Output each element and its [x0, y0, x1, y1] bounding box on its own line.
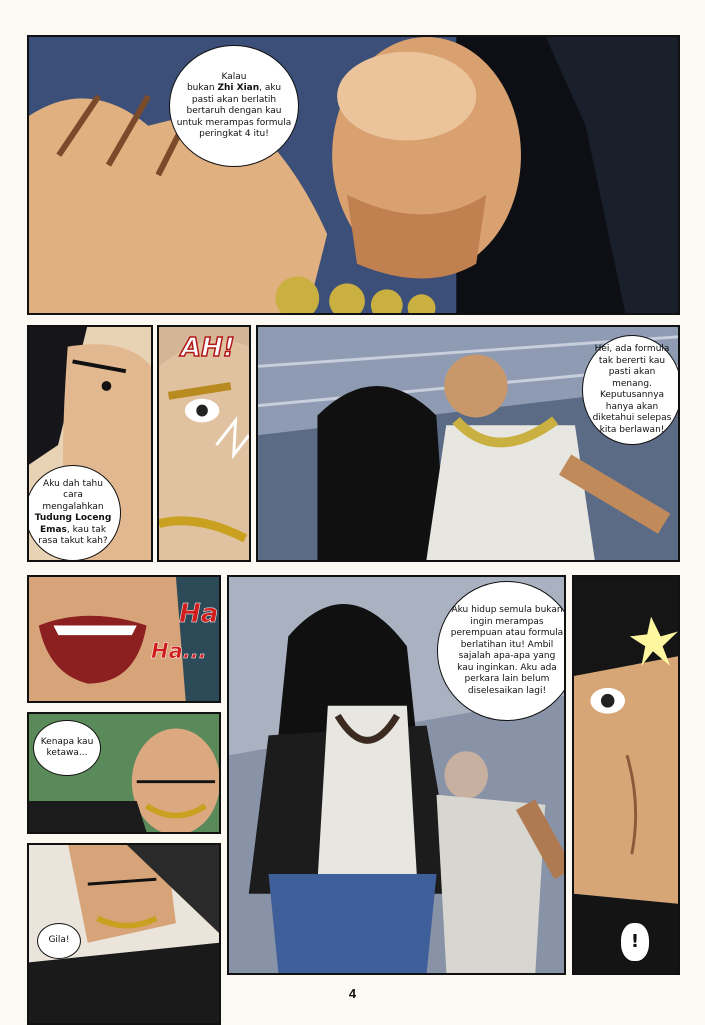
- bubble-line: ,: [259, 83, 263, 93]
- speech-bubble: [33, 720, 101, 776]
- bubble-line: Kalau: [221, 71, 247, 82]
- panel-9: [572, 575, 680, 975]
- panel-5: [27, 575, 221, 703]
- panel-6: [27, 712, 221, 834]
- bubble-line: aku pasti akan berlatih bertaruh dengan kau untuk merampas formula peringkat 4 itu!: [176, 83, 292, 139]
- bubble-bold-name: Tudung Loceng Emas: [34, 513, 112, 535]
- exclamation-bubble: [620, 922, 650, 962]
- panel-9-art: [574, 577, 678, 973]
- panel-4: [256, 325, 680, 562]
- sfx-ha: Ha: [179, 599, 219, 629]
- bubble-text: Aku hidup semula bukan ingin merampas perempuan atau formula berlatihan itu! Ambil sajalah apa-apa yang kau inginkan. Aku ada perkara lain belum diselesaikan lagi!: [450, 605, 564, 696]
- bubble-line: bukan: [186, 83, 218, 93]
- panel-2: [27, 325, 153, 562]
- sfx-ha-dots: Ha...: [151, 639, 207, 663]
- panel-3: [157, 325, 251, 562]
- page-number: 4: [348, 986, 357, 1001]
- speech-bubble: [37, 923, 81, 959]
- speech-bubble: [582, 335, 680, 445]
- bubble-text: [176, 72, 292, 141]
- bubble-text: !: [630, 931, 640, 953]
- sfx-ah: AH!: [181, 333, 235, 363]
- panel-8: [227, 575, 566, 975]
- panel-1-art: [29, 37, 678, 313]
- bubble-text: Kenapa kau ketawa...: [40, 736, 94, 758]
- speech-bubble: [169, 45, 299, 167]
- bubble-bold-name: Zhi Xian: [217, 83, 260, 93]
- bubble-text: [32, 479, 114, 548]
- bubble-line: , kau tak rasa takut kah?: [38, 524, 108, 546]
- bubble-text: Gila!: [48, 935, 70, 946]
- bubble-line: Aku dah tahu cara mengalahkan: [42, 478, 104, 512]
- panel-1: [27, 35, 680, 315]
- speech-bubble: [437, 581, 566, 721]
- bubble-text: Hei, ada formula tak bererti kau pasti akan menang. Keputusannya hanya akan diketahui selepas kita berlawan!: [592, 344, 672, 435]
- speech-bubble: [27, 465, 121, 561]
